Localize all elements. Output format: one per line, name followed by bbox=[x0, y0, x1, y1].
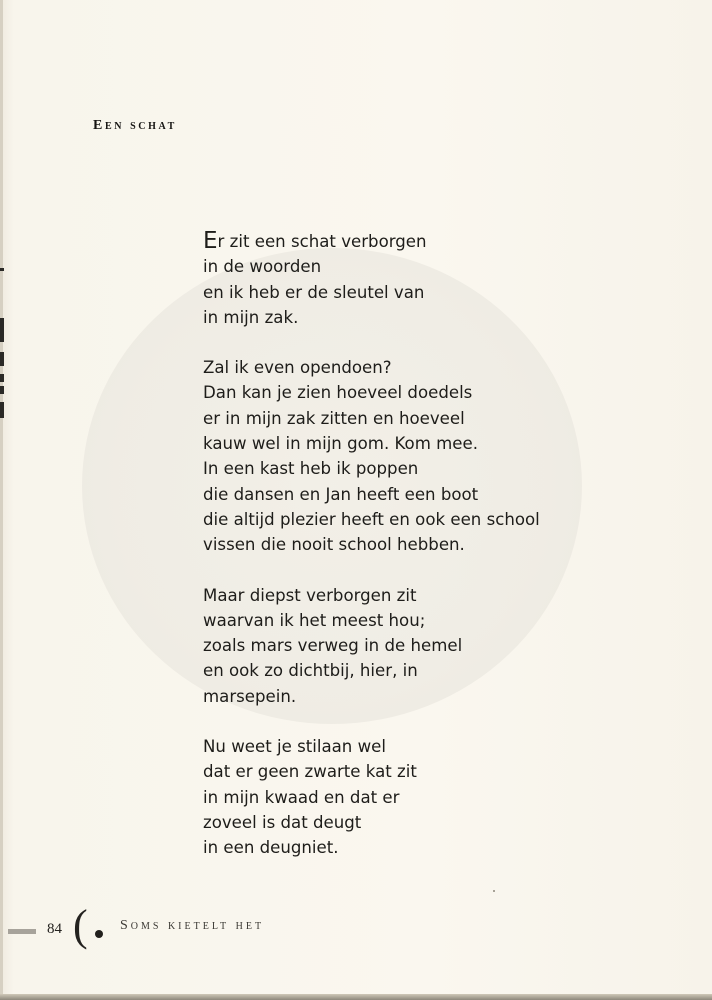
poem-line: Zal ik even opendoen? bbox=[203, 358, 392, 378]
poem-line: in mijn zak. bbox=[203, 307, 299, 327]
binding-mark bbox=[0, 386, 4, 394]
poem-line: en ook zo dichtbij, hier, in bbox=[203, 661, 418, 681]
poem-line: Nu weet je stilaan wel bbox=[203, 737, 386, 757]
poem-line: in de woorden bbox=[203, 257, 322, 277]
poem-line: In een kast heb ik poppen bbox=[203, 459, 419, 479]
poem-line bbox=[203, 229, 583, 254]
footer-rule bbox=[8, 929, 36, 934]
poem-line: dat er geen zwarte kat zit bbox=[203, 762, 417, 782]
poem-line: Maar diepst verborgen zit bbox=[203, 585, 417, 605]
page-left-edge bbox=[0, 0, 3, 1000]
poem-line: kauw wel in mijn gom. Kom mee. bbox=[203, 434, 478, 454]
binding-mark bbox=[0, 374, 4, 382]
poem-line: die altijd plezier heeft en ook een school bbox=[203, 509, 540, 529]
bullet-icon bbox=[95, 930, 103, 938]
binding-mark bbox=[0, 352, 4, 366]
poem-stanza bbox=[203, 229, 583, 330]
poem-line: die dansen en Jan heeft een boot bbox=[203, 484, 479, 504]
poem-line: in een deugniet. bbox=[203, 838, 339, 858]
poem-line: er in mijn zak zitten en hoeveel bbox=[203, 408, 465, 428]
poem-stanza bbox=[203, 355, 583, 557]
poem-line: Dan kan je zien hoeveel doedels bbox=[203, 383, 473, 403]
poem-line: marsepein. bbox=[203, 686, 297, 706]
poem-line: in mijn kwaad en dat er bbox=[203, 787, 400, 807]
poem-title: Een schat bbox=[93, 118, 177, 133]
poem-line: zoveel is dat deugt bbox=[203, 812, 362, 832]
poem-line: vissen die nooit school hebben. bbox=[203, 535, 465, 555]
binding-mark bbox=[0, 402, 4, 418]
poem-line: waarvan ik het meest hou; bbox=[203, 610, 426, 630]
page-footer bbox=[0, 901, 712, 952]
page-bottom-edge bbox=[0, 994, 712, 1000]
page-number: 84 bbox=[47, 921, 62, 937]
paper-speck bbox=[493, 890, 495, 892]
poem-stanza bbox=[203, 583, 583, 709]
poem-body bbox=[203, 229, 583, 886]
poem-initial-letter: E bbox=[203, 228, 218, 254]
poem-stanza bbox=[203, 734, 583, 860]
poem-line: zoals mars verweg in de hemel bbox=[203, 636, 463, 656]
binding-mark bbox=[0, 268, 4, 271]
poem-first-line-text: r zit een schat verborgen bbox=[217, 232, 427, 251]
running-book-title: Soms kietelt het bbox=[120, 918, 265, 933]
footer-parenthesis: ( bbox=[73, 901, 88, 950]
binding-mark bbox=[0, 318, 4, 342]
poem-line: en ik heb er de sleutel van bbox=[203, 282, 425, 302]
